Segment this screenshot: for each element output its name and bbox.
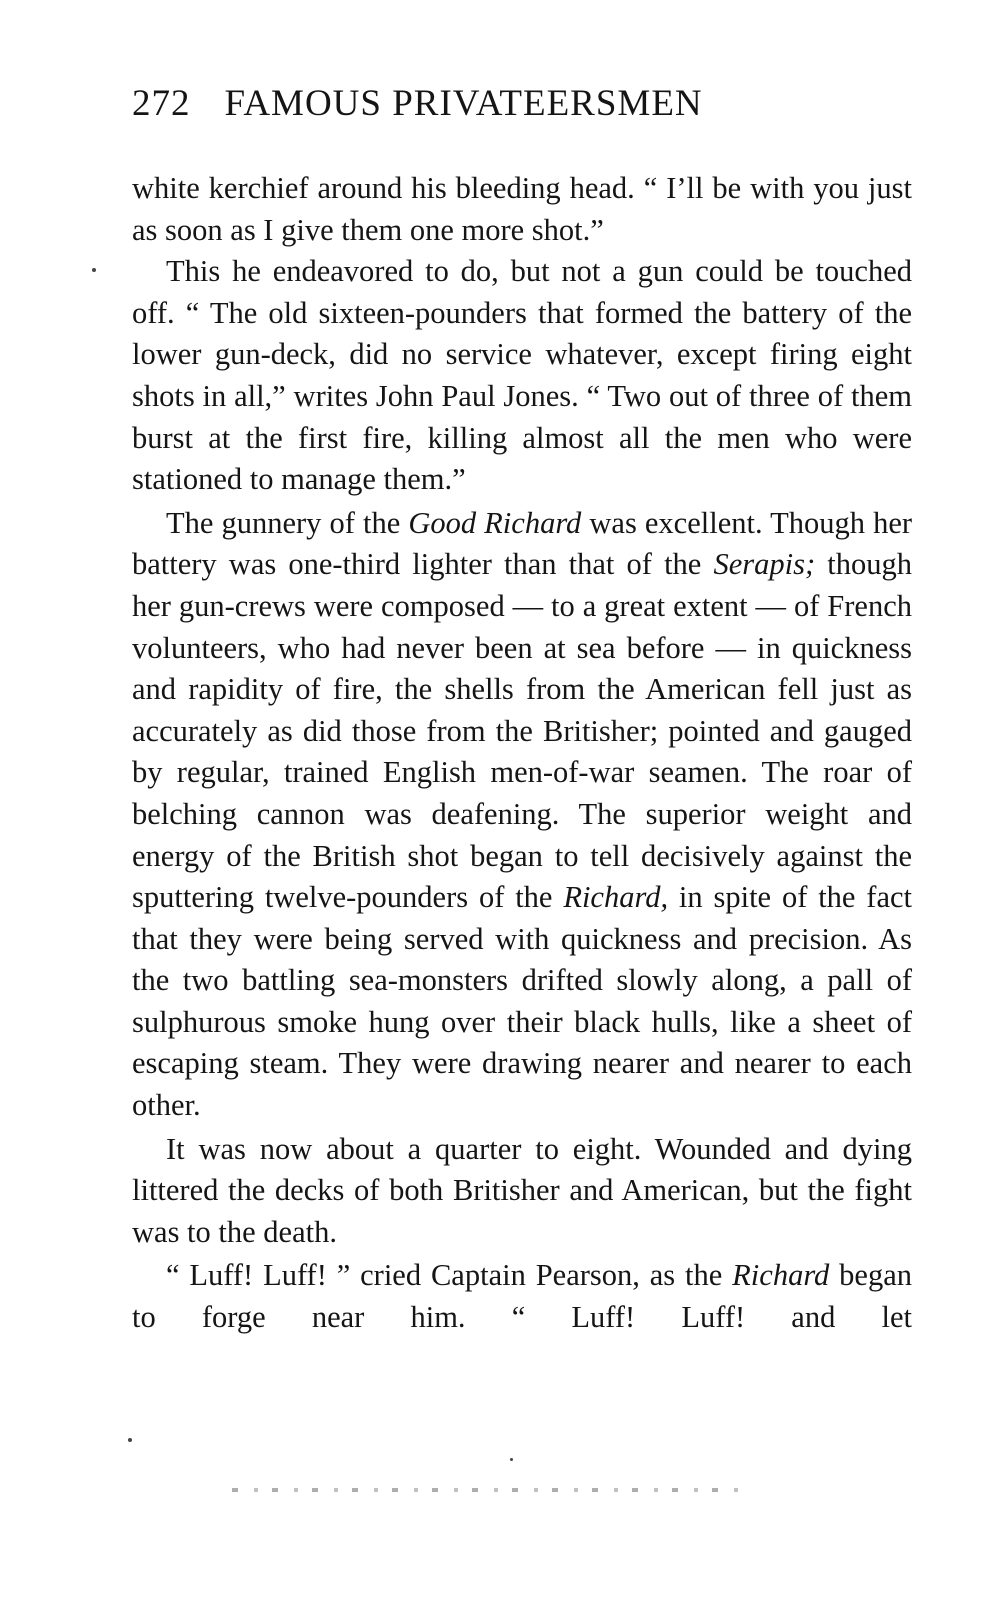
body-text (132, 168, 912, 1339)
ship-name-serapis: Serapis; (713, 547, 816, 582)
paragraph-2: This he endeavored to do, but not a gun could be touched off. “ The old sixteen-pounders that formed the battery of the lower gun-deck, did no service whatever, except firing eight shots in all,” writes John Paul Jones. “ Two out of three of them burst at the first fire, killing almost all the men who were stationed to manage them.” (132, 254, 912, 497)
running-head (132, 82, 912, 125)
paragraph-4: It was now about a quarter to eight. Wounded and dying littered the decks of both Britisher and American, but the fight was to the death. (132, 1131, 912, 1249)
page-number: 272 (132, 83, 191, 124)
paragraph-1: white kerchief around his bleeding head. “ I’ll be with you just as soon as I give them one more shot.” (132, 171, 912, 247)
ship-name-richard-2: Richard (732, 1258, 830, 1293)
running-title: FAMOUS PRIVATEERSMEN (224, 83, 703, 124)
scan-speck (92, 268, 96, 272)
scan-speck (128, 1438, 132, 1442)
ship-name-richard: Richard, (563, 880, 669, 915)
scan-speck (510, 1458, 513, 1461)
paragraph-3: The gunnery of the Good Richard was excellent. Though her battery was one-third lighter than that of the Serapis; though her gun-crews were composed — to a great extent — of French volunteers, who had never been at sea before — in quickness and rapidity of fire, the shells from the American fell just as accurately as did those from the Britisher; pointed and gauged by regular, trained English men-of-war seamen. The roar of belching cannon was deafening. The superior weight and energy of the British shot began to tell decisively against the sputtering twelve-pounders of the Richard, in spite of the fact that they were being served with quickness and precision. As the two battling sea-monsters drifted slowly along, a pall of sulphurous smoke hung over their black hulls, like a sheet of escaping steam. They were drawing nearer and nearer to each other. (132, 505, 913, 1123)
ship-name-good-richard: Good Richard (408, 505, 582, 540)
bleed-through-marks (232, 1488, 742, 1492)
paragraph-5: “ Luff! Luff! ” cried Captain Pearson, as the Richard began to forge near him. “ Luff! Luff! and let (132, 1258, 913, 1335)
